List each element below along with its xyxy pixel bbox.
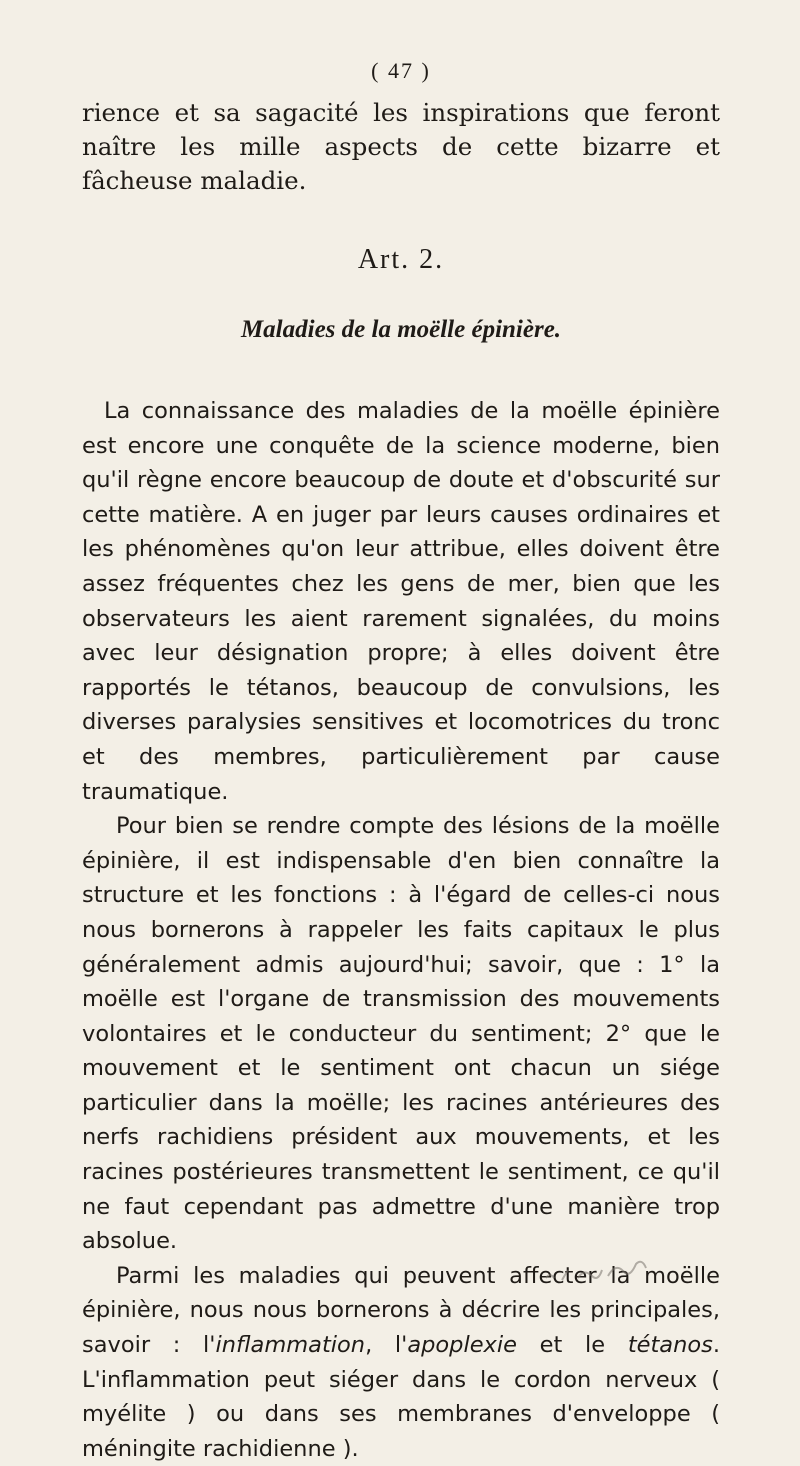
lead-text: rience et sa sagacité les inspirations que feront naître les mille aspects de cette bizarre et fâcheuse maladie. xyxy=(82,98,720,195)
paragraph-2: Pour bien se rendre compte des lésions de la moëlle épinière, il est indispensable d'en bien connaître la structure et les fonctions : à l'égard de celles-ci nous nous bornerons à rappeler les faits capitaux le plus généralement admis aujourd'hui; savoir, que : 1° la moëlle est l'organe de transmission des mouvements volontaires et le conducteur du sentiment; 2° que le mouvement et le sentiment ont chacun un siége particulier dans la moëlle; les racines antérieures des nerfs rachidiens président aux mouvements, et les racines postérieures transmettent le sentiment, ce qu'il ne faut cependant pas admettre d'une manière trop absolue. xyxy=(82,813,720,1255)
paragraph-3 xyxy=(82,1259,720,1466)
paragraph-3-part3: et le xyxy=(516,1332,628,1359)
term-apoplexie: apoplexie xyxy=(407,1332,517,1359)
paragraph-3-part1: Parmi les maladies qui peuvent affecter la moëlle épinière, nous nous bornerons à décrire les principales, savoir : l' xyxy=(82,1262,720,1359)
term-inflammation: inflammation xyxy=(215,1332,366,1359)
library-stamp-icon xyxy=(538,1248,658,1288)
paragraph-3-part2: , l' xyxy=(365,1332,408,1359)
article-heading: Art. 2. xyxy=(357,244,445,275)
term-tetanos: tétanos xyxy=(627,1332,713,1359)
body-text xyxy=(82,394,720,1466)
paragraph-3-part4: . L'inflammation peut siéger dans le cordon nerveux ( myélite ) ou dans ses membranes d'enveloppe ( méningite rachidienne ). xyxy=(82,1332,720,1462)
paragraph-1: La connaissance des maladies de la moëlle épinière est encore une conquête de la science moderne, bien qu'il règne encore beaucoup de doute et d'obscurité sur cette matière. A en juger par leurs causes ordinaires et les phénomènes qu'on leur attribue, elles doivent être assez fréquentes chez les gens de mer, bien que les observateurs les aient rarement signalées, du moins avec leur désignation propre; à elles doivent être rapportés le tétanos, beaucoup de convulsions, les diverses paralysies sensitives et locomotrices du tronc et des membres, particulièrement par cause traumatique. xyxy=(82,398,720,805)
page-number: ( 47 ) xyxy=(371,58,431,83)
section-title: Maladies de la moëlle épinière. xyxy=(240,316,562,343)
